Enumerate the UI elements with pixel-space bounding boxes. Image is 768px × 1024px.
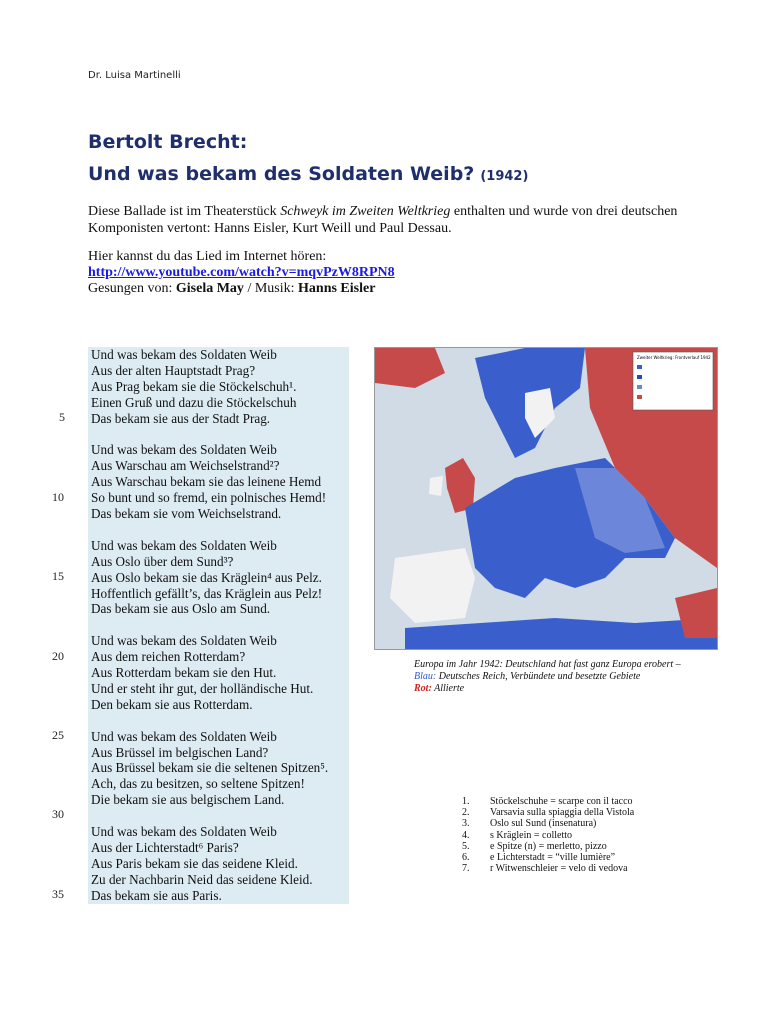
footnote-text: e Lichterstadt = “ville lumière” <box>490 852 616 864</box>
title-poem <box>88 163 528 185</box>
music-label: / Musik: <box>243 281 299 296</box>
poem-line: Und was bekam des Soldaten Weib <box>91 537 277 553</box>
footnote-text: Oslo sul Sund (insenatura) <box>490 818 597 830</box>
footnote-text: r Witwenschleier = velo di vedova <box>490 863 628 875</box>
poem-line: Und was bekam des Soldaten Weib <box>91 824 277 839</box>
intro-paragraph <box>88 203 708 237</box>
intro-text-a: Diese Ballade ist im Theaterstück <box>88 204 281 219</box>
footnote-text: Stöckelschuhe = scarpe con il tacco <box>490 796 633 807</box>
footnote-number: 2. <box>462 807 470 819</box>
poem-line: Aus der Lichterstadt⁶ Paris? <box>91 839 239 855</box>
title-author: Bertolt Brecht: <box>88 131 248 153</box>
poem-line: Aus Brüssel im belgischen Land? <box>91 744 269 760</box>
footnote-item <box>462 830 634 841</box>
line-number: 10 <box>52 490 64 504</box>
poem-line: Das bekam sie vom Weichselstrand. <box>91 506 282 521</box>
footnote-number: 1. <box>462 796 470 807</box>
poem-year: (1942) <box>480 169 529 184</box>
footnotes-list <box>462 796 634 874</box>
footnote-item <box>462 841 634 852</box>
singer-name: Gisela May <box>175 281 244 296</box>
caption-blue-text: Deutsches Reich, Verbündete und besetzte Gebiete <box>436 671 641 682</box>
credits-line <box>88 281 708 297</box>
line-number: 30 <box>52 807 64 821</box>
poem-line: Den bekam sie aus Rotterdam. <box>91 696 253 712</box>
poem-line: Aus Brüssel bekam sie die seltenen Spitzen⁵. <box>91 760 329 776</box>
footnote-number: 3. <box>462 818 470 830</box>
poem-line: Und was bekam des Soldaten Weib <box>91 728 277 744</box>
poem-line: Aus Rotterdam bekam sie den Hut. <box>91 665 277 680</box>
footnote-text: s Kräglein = colletto <box>490 829 573 841</box>
footnote-text: e Spitze (n) = merletto, pizzo <box>490 840 607 852</box>
footnote-number: 6. <box>462 852 470 864</box>
listen-text: Hier kannst du das Lied im Internet hören: <box>88 249 327 264</box>
map-legend <box>633 352 713 410</box>
poem-title-text: Und was bekam des Soldaten Weib? <box>88 163 475 185</box>
poem-line: Aus Warschau am Weichselstrand²? <box>91 458 280 474</box>
poem-line: Aus Warschau bekam sie das leinene Hemd <box>91 474 322 490</box>
footnote-item <box>462 863 634 874</box>
footnote-item <box>462 818 634 829</box>
author-name: Dr. Luisa Martinelli <box>88 70 181 81</box>
poem-line: Und was bekam des Soldaten Weib <box>91 442 277 458</box>
poem-box <box>88 347 349 904</box>
poem-line: Das bekam sie aus Oslo am Sund. <box>91 601 271 617</box>
poem-line: Und was bekam des Soldaten Weib <box>91 633 277 649</box>
composer-name: Hanns Eisler <box>298 281 376 296</box>
poem-line: Einen Gruß und dazu die Stöckelschuh <box>91 394 297 410</box>
footnote-number: 4. <box>462 829 470 841</box>
footnote-text: Varsavia sulla spiaggia della Vistola <box>490 807 635 819</box>
sung-by-label: Gesungen von: <box>88 281 176 296</box>
line-number: 35 <box>52 887 64 901</box>
poem-line: Hoffentlich gefällt’s, das Kräglein aus Pelz! <box>91 585 323 601</box>
play-title: Schweyk im Zweiten Weltkrieg <box>280 204 451 219</box>
footnote-number: 5. <box>462 840 470 852</box>
poem-line: Ach, das zu besitzen, so seltene Spitzen! <box>91 776 305 792</box>
poem-line: So bunt und so fremd, ein polnisches Hemd! <box>91 490 327 506</box>
poem-line: Aus der alten Hauptstadt Prag? <box>91 362 256 378</box>
poem-line: Aus dem reichen Rotterdam? <box>91 649 246 665</box>
footnote-number: 7. <box>462 863 470 875</box>
poem-line: Das bekam sie aus Paris. <box>91 887 222 903</box>
line-number: 5 <box>59 410 65 424</box>
line-number: 25 <box>52 728 64 742</box>
europe-map-image <box>375 348 717 649</box>
poem-line: Und er steht ihr gut, der holländische Hut. <box>91 680 314 696</box>
ireland-shape <box>429 476 443 496</box>
poem-line: Die bekam sie aus belgischem Land. <box>91 792 285 808</box>
poem-line: Und was bekam des Soldaten Weib <box>91 347 277 362</box>
listen-paragraph <box>88 249 708 297</box>
poem-line: Das bekam sie aus der Stadt Prag. <box>91 410 271 426</box>
footnote-item <box>462 852 634 863</box>
intro-text-b: enthalten und wurde von drei deutschen Komponisten vertont: Hanns Eisler, Kurt Weill und Paul Dessau. <box>88 204 678 236</box>
europe-map <box>374 347 718 650</box>
poem-line: Aus Paris bekam sie das seidene Kleid. <box>91 855 298 871</box>
caption-red-text: Allierte <box>431 683 465 694</box>
caption-red-label: Rot: <box>414 683 432 694</box>
footnote-item <box>462 807 634 818</box>
map-legend-title: Zweiter Weltkrieg: Frontverlauf 1942 <box>637 355 711 360</box>
footnote-item <box>462 796 634 807</box>
line-number: 20 <box>52 649 64 663</box>
poem-line: Aus Oslo über dem Sund³? <box>91 553 234 569</box>
poem-line: Aus Oslo bekam sie das Kräglein⁴ aus Pelz. <box>91 569 322 585</box>
poem-line: Aus Prag bekam sie die Stöckelschuh¹. <box>91 378 297 394</box>
line-number: 15 <box>52 569 64 583</box>
caption-line1: Europa im Jahr 1942: Deutschland hat fast ganz Europa erobert – <box>414 659 681 670</box>
poem-line: Zu der Nachbarin Neid das seidene Kleid. <box>91 871 313 887</box>
map-caption <box>414 659 714 695</box>
caption-blue-label: Blau: <box>414 671 437 682</box>
youtube-link[interactable]: http://www.youtube.com/watch?v=mqvPzW8RPN8 <box>88 265 395 280</box>
